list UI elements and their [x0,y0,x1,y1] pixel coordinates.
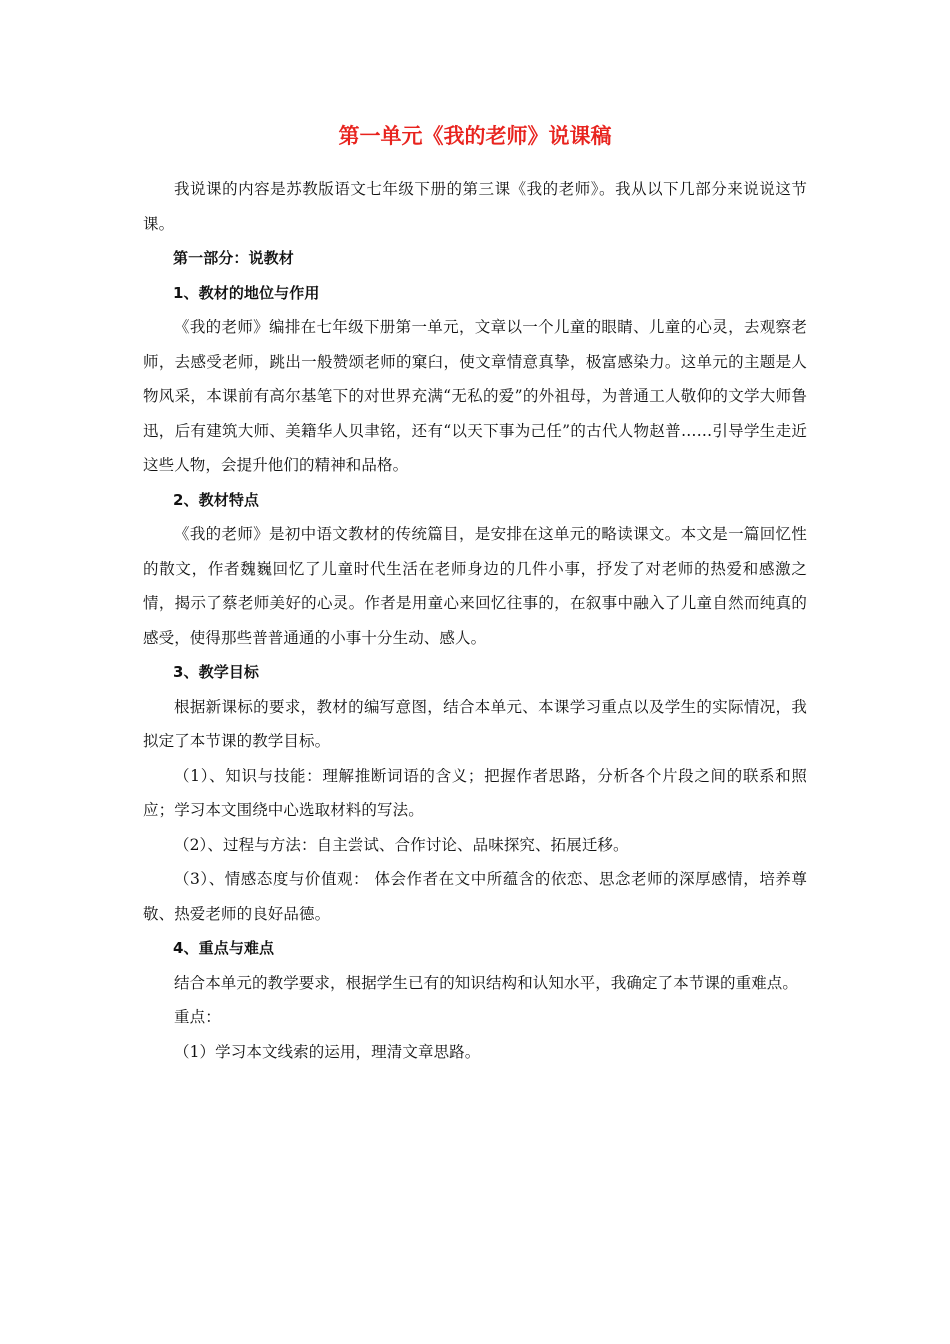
key-point-label: 重点： [174,1008,221,1026]
objective-item: （3）、情感态度与价值观： 体会作者在文中所蕴含的依恋、思念老师的深厚感情，培养尊敬、热爱老师的良好品德。 [143,870,807,923]
subsection-heading: 4、重点与难点 [173,939,275,957]
intro-paragraph: 我说课的内容是苏教版语文七年级下册的第三课《我的老师》。我从以下几部分来说说这节课。 [143,180,807,233]
body-paragraph: 根据新课标的要求，教材的编写意图，结合本单元、本课学习重点以及学生的实际情况，我拟定了本节课的教学目标。 [143,697,807,750]
body-paragraph: 结合本单元的教学要求，根据学生已有的知识结构和认知水平，我确定了本节课的重难点。 [174,973,799,992]
subsection-heading: 2、教材特点 [173,490,260,509]
objective-item: （1）、知识与技能：理解推断词语的含义；把握作者思路，分析各个片段之间的联系和照应；学习本文围绕中心选取材料的写法。 [143,766,807,819]
document-title: 第一单元《我的老师》说课稿 [338,124,612,148]
body-paragraph: 《我的老师》编排在七年级下册第一单元，文章以一个儿童的眼睛、儿童的心灵，去观察老师，去感受老师，跳出一般赞颂老师的窠臼，使文章情意真挚，极富感染力。这单元的主题是人物风采，本课前有高尔基笔下的对世界充满“无私的爱”的外祖母，为普通工人敬仰的文学大师鲁迅，后有建筑大师、美籍华人贝聿铭，还有“以天下事为己任”的古代人物赵普……引导学生走近这些人物，会提升他们的精神和品格。 [143,318,807,474]
objective-item: （2）、过程与方法：自主尝试、合作讨论、品味探究、拓展迁移。 [174,835,629,854]
document-body [143,172,807,1069]
key-point-item: （1）学习本文线索的运用，理清文章思路。 [174,1042,481,1061]
subsection-heading: 3、教学目标 [173,663,260,681]
section-heading: 第一部分：说教材 [173,249,294,267]
subsection-heading: 1、教材的地位与作用 [173,283,320,302]
body-paragraph: 《我的老师》是初中语文教材的传统篇目，是安排在这单元的略读课文。本文是一篇回忆性的散文，作者魏巍回忆了儿童时代生活在老师身边的几件小事，抒发了对老师的热爱和感激之情，揭示了蔡老师美好的心灵。作者是用童心来回忆往事的，在叙事中融入了儿童自然而纯真的感受，使得那些普普通通的小事十分生动、感人。 [143,525,807,647]
